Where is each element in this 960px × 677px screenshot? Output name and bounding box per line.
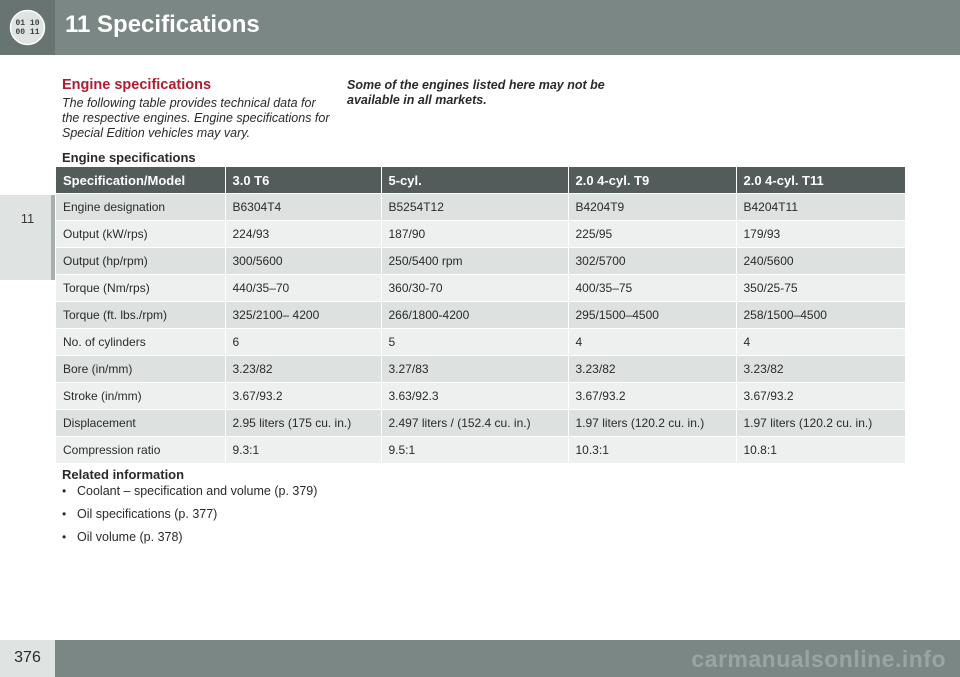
table-cell: 3.63/92.3 — [381, 383, 568, 410]
related-info-heading: Related information — [62, 467, 185, 482]
table-cell: Bore (in/mm) — [56, 356, 225, 383]
table-header-row — [56, 167, 905, 194]
table-cell: B5254T12 — [381, 194, 568, 221]
table-cell: 240/5600 — [736, 248, 905, 275]
table-cell: 350/25-75 — [736, 275, 905, 302]
table-cell: 9.3:1 — [225, 437, 381, 464]
column-header: 5-cyl. — [381, 167, 568, 194]
chapter-symbol-bottom-text: 00 11 — [15, 28, 40, 37]
table-row — [56, 248, 905, 275]
related-link-coolant[interactable] — [62, 484, 322, 499]
bullet-icon: • — [62, 530, 67, 544]
table-cell: 179/93 — [736, 221, 905, 248]
table-row — [56, 410, 905, 437]
table-cell: 187/90 — [381, 221, 568, 248]
chapter-symbol-icon — [9, 9, 46, 46]
table-cell: 400/35–75 — [568, 275, 736, 302]
bullet-icon: • — [62, 507, 67, 521]
table-cell: 1.97 liters (120.2 cu. in.) — [568, 410, 736, 437]
table-cell: Compression ratio — [56, 437, 225, 464]
table-cell: Displacement — [56, 410, 225, 437]
table-row — [56, 356, 905, 383]
table-row — [56, 302, 905, 329]
related-link-oil-specifications[interactable] — [62, 507, 322, 522]
table-cell: Engine designation — [56, 194, 225, 221]
table-row — [56, 437, 905, 464]
related-link-oil-volume[interactable] — [62, 530, 322, 545]
table-cell: Stroke (in/mm) — [56, 383, 225, 410]
related-link-text: Coolant – specification and volume (p. 379) — [77, 484, 318, 498]
table-row — [56, 221, 905, 248]
table-cell: 325/2100– 4200 — [225, 302, 381, 329]
bullet-icon: • — [62, 484, 67, 498]
table-cell: 360/30-70 — [381, 275, 568, 302]
table-cell: 440/35–70 — [225, 275, 381, 302]
table-cell: 9.5:1 — [381, 437, 568, 464]
page-number-cell — [0, 640, 55, 677]
table-cell: 302/5700 — [568, 248, 736, 275]
intro-paragraph: The following table provides technical data for the respective engines. Engine specifications for Special Edition vehicles may vary. — [62, 96, 330, 140]
column-header: Specification/Model — [56, 167, 225, 194]
table-cell: 266/1800-4200 — [381, 302, 568, 329]
table-cell: Output (kW/rps) — [56, 221, 225, 248]
table-cell: 225/95 — [568, 221, 736, 248]
table-cell: 224/93 — [225, 221, 381, 248]
section-heading: Engine specifications — [62, 77, 212, 93]
table-cell: Torque (ft. lbs./rpm) — [56, 302, 225, 329]
column-header: 2.0 4-cyl. T9 — [568, 167, 736, 194]
table-cell: 5 — [381, 329, 568, 356]
column-header: 3.0 T6 — [225, 167, 381, 194]
availability-note: Some of the engines listed here may not be available in all markets. — [347, 78, 605, 107]
table-cell: 10.8:1 — [736, 437, 905, 464]
table-cell: 295/1500–4500 — [568, 302, 736, 329]
table-cell: B4204T9 — [568, 194, 736, 221]
table-caption: Engine specifications — [62, 150, 196, 165]
table-cell: 6 — [225, 329, 381, 356]
chapter-badge — [0, 0, 55, 55]
table-cell: B4204T11 — [736, 194, 905, 221]
table-cell: 3.23/82 — [736, 356, 905, 383]
chapter-tab — [0, 195, 55, 280]
chapter-title: 11 Specifications — [65, 11, 260, 38]
watermark: carmanualsonline.info — [691, 646, 946, 672]
table-cell: 258/1500–4500 — [736, 302, 905, 329]
table-row — [56, 194, 905, 221]
table-cell: Output (hp/rpm) — [56, 248, 225, 275]
related-info-list — [62, 484, 322, 553]
table-cell: 2.95 liters (175 cu. in.) — [225, 410, 381, 437]
table-cell: 10.3:1 — [568, 437, 736, 464]
table-cell: 3.67/93.2 — [225, 383, 381, 410]
table-cell: 4 — [736, 329, 905, 356]
page-footer — [0, 640, 960, 677]
table-cell: 1.97 liters (120.2 cu. in.) — [736, 410, 905, 437]
engine-spec-table — [56, 167, 905, 463]
side-tab-strip — [0, 55, 55, 635]
table-cell: 3.27/83 — [381, 356, 568, 383]
table-cell: B6304T4 — [225, 194, 381, 221]
related-link-text: Oil volume (p. 378) — [77, 530, 183, 544]
related-link-text: Oil specifications (p. 377) — [77, 507, 218, 521]
table-cell: 2.497 liters / (152.4 cu. in.) — [381, 410, 568, 437]
table-cell: 3.67/93.2 — [736, 383, 905, 410]
table-cell: 3.23/82 — [568, 356, 736, 383]
table-cell: 250/5400 rpm — [381, 248, 568, 275]
table-cell: No. of cylinders — [56, 329, 225, 356]
page-number: 376 — [14, 649, 41, 666]
table-row — [56, 275, 905, 302]
table-cell: Torque (Nm/rps) — [56, 275, 225, 302]
column-header: 2.0 4-cyl. T11 — [736, 167, 905, 194]
chapter-tab-number: 11 — [20, 211, 35, 226]
table-cell: 3.67/93.2 — [568, 383, 736, 410]
table-row — [56, 383, 905, 410]
table-row — [56, 329, 905, 356]
table-cell: 4 — [568, 329, 736, 356]
chapter-header — [0, 0, 960, 55]
chapter-symbol-top-text: 01 10 — [15, 19, 40, 28]
table-cell: 300/5600 — [225, 248, 381, 275]
table-cell: 3.23/82 — [225, 356, 381, 383]
